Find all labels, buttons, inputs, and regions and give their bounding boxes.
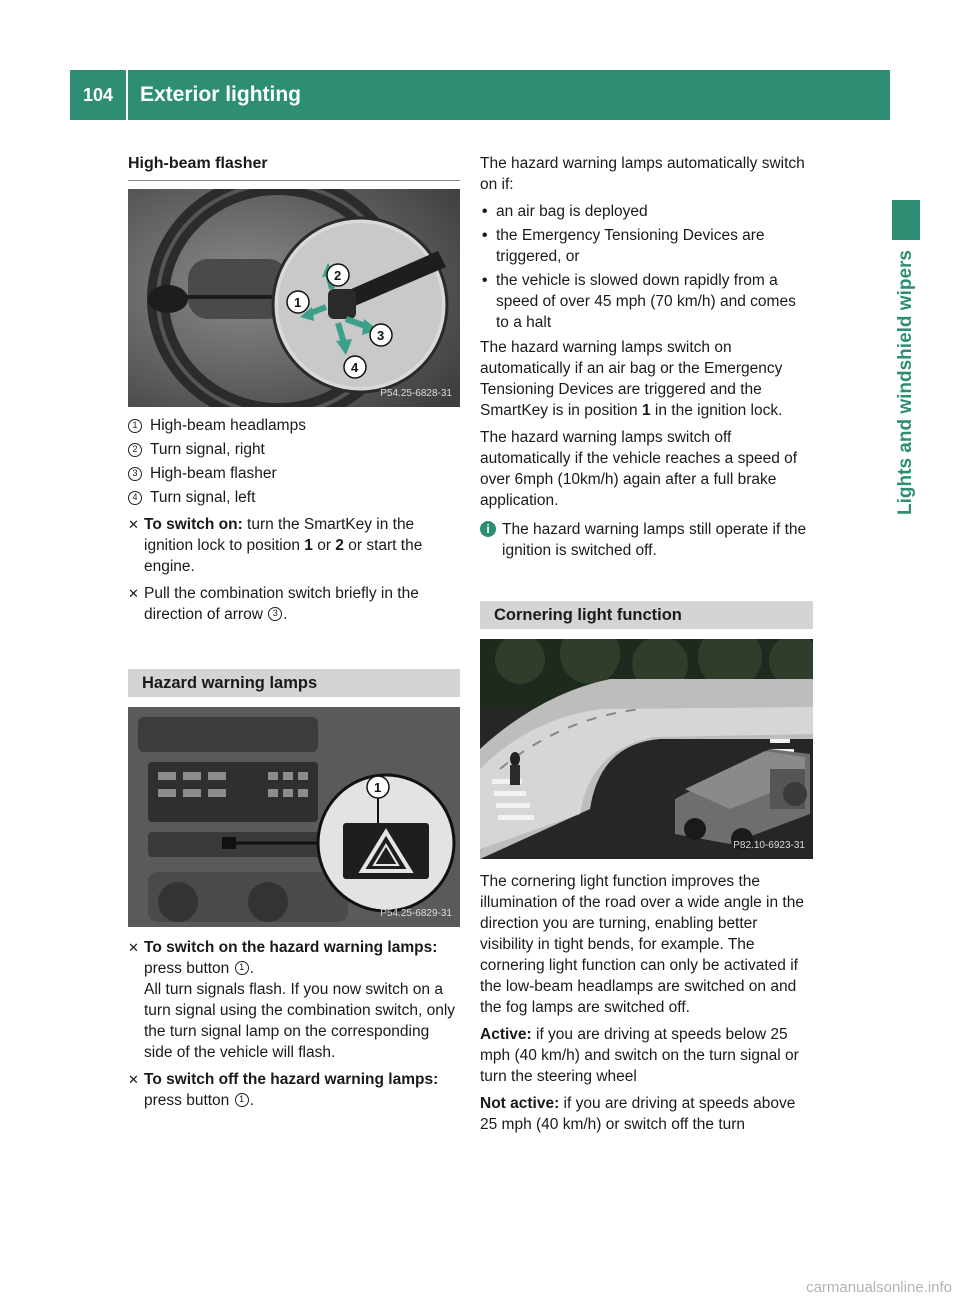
high-beam-heading: High-beam flasher [128, 153, 460, 181]
info-note [480, 519, 813, 561]
step-arrow-icon: ✕ [128, 940, 139, 955]
bullet-text: the Emergency Tensioning Devices are triggered, or [496, 227, 765, 265]
label-active: Active: [480, 1026, 532, 1043]
number-marker: 4 [128, 491, 142, 505]
left-column [128, 150, 460, 1117]
step-text: press button [144, 1092, 234, 1109]
step-text: Pull the combination switch briefly in the direction of arrow [144, 585, 419, 623]
bullet-item [482, 201, 813, 222]
number-marker: 1 [235, 961, 249, 975]
legend-item [128, 487, 460, 508]
position-value: 1 [641, 402, 651, 419]
bullet-text: an air bag is deployed [496, 203, 648, 220]
step-text: or [312, 537, 336, 554]
step-label: To switch on: [144, 516, 243, 533]
image-code: P54.25-6828-31 [380, 388, 452, 399]
high-beam-legend [128, 415, 460, 508]
high-beam-figure [128, 189, 460, 407]
position-value: 2 [335, 537, 344, 554]
svg-text:3: 3 [377, 328, 385, 343]
para-text: The hazard warning lamps switch on automatically if an air bag or the Emergency Tensioning Devices are triggered and the SmartKey is in position [480, 339, 783, 419]
step-hazard-off [128, 1069, 460, 1111]
legend-item [128, 415, 460, 436]
step-text: . [249, 960, 254, 977]
legend-text: Turn signal, left [150, 489, 256, 506]
paragraph: The cornering light function improves the illumination of the road over a wide angle in the direction you are turning, enabling better visibility in tight bends, for example. The cornering light function can only be activated if the low-beam headlamps are switched on and the fog lamps are switched off. [480, 873, 804, 1016]
legend-text: High-beam headlamps [150, 417, 306, 434]
bullet-item [482, 270, 813, 333]
svg-text:4: 4 [351, 360, 359, 375]
hazard-heading: Hazard warning lamps [128, 669, 460, 697]
paragraph [480, 1093, 813, 1135]
cornering-heading: Cornering light function [480, 601, 813, 629]
paragraph [480, 337, 813, 421]
page-number: 104 [70, 70, 128, 120]
step-text: . [283, 606, 288, 623]
cornering-illustration [480, 639, 813, 859]
high-beam-illustration [128, 189, 460, 407]
bullet-marker: • [482, 272, 488, 289]
step-text: turn the SmartKey in the ignition lock to position [144, 516, 415, 554]
para-text: in the ignition lock. [650, 402, 783, 419]
legend-item [128, 439, 460, 460]
bullet-text: the vehicle is slowed down rapidly from a speed of over 45 mph (70 km/h) and comes to a halt [496, 272, 796, 331]
label-not-active: Not active: [480, 1095, 560, 1112]
step-text: or start the engine. [144, 537, 423, 575]
info-icon: i [480, 521, 496, 537]
page-title: Exterior lighting [140, 83, 302, 106]
image-code: P54.25-6829-31 [380, 908, 452, 919]
right-column [480, 150, 813, 1141]
side-tab-marker [892, 200, 920, 240]
paragraph [480, 1024, 813, 1087]
step-text: press button [144, 960, 234, 977]
position-value: 1 [304, 537, 313, 554]
number-marker: 1 [128, 419, 142, 433]
number-marker: 2 [128, 443, 142, 457]
legend-item [128, 463, 460, 484]
step-switch-on [128, 514, 460, 577]
svg-text:1: 1 [294, 295, 302, 310]
legend-text: High-beam flasher [150, 465, 277, 482]
step-label: To switch on the hazard warning lamps: [144, 939, 438, 956]
number-marker: 3 [128, 467, 142, 481]
step-hazard-on [128, 937, 460, 1063]
step-arrow-icon: ✕ [128, 1072, 139, 1087]
step-pull-switch [128, 583, 460, 625]
number-marker: 1 [235, 1093, 249, 1107]
bullet-item [482, 225, 813, 267]
hazard-figure [128, 707, 460, 927]
step-arrow-icon: ✕ [128, 586, 139, 601]
bullet-marker: • [482, 227, 488, 244]
bullet-marker: • [482, 203, 488, 220]
hazard-illustration [128, 707, 460, 927]
step-text: . [249, 1092, 254, 1109]
step-arrow-icon: ✕ [128, 517, 139, 532]
paragraph: The hazard warning lamps switch off automatically if the vehicle reaches a speed of over 6mph (10km/h) again after a full brake application. [480, 429, 798, 509]
step-text: All turn signals flash. If you now switch on a turn signal using the combination switch, only the turn signal lamp on the corresponding side of the vehicle will flash. [144, 981, 456, 1061]
info-text: The hazard warning lamps still operate if the ignition is switched off. [502, 521, 807, 559]
number-marker: 3 [268, 607, 282, 621]
legend-text: Turn signal, right [150, 441, 265, 458]
svg-text:1: 1 [374, 780, 382, 795]
para-text: if you are driving at speeds above 25 mph (40 km/h) or switch off the turn [480, 1095, 796, 1133]
cornering-figure [480, 639, 813, 859]
step-label: To switch off the hazard warning lamps: [144, 1071, 439, 1088]
watermark: carmanualsonline.info [806, 1279, 952, 1296]
side-tab-label: Lights and windshield wipers [895, 250, 916, 515]
svg-text:2: 2 [334, 268, 342, 283]
side-tab [892, 250, 920, 750]
auto-on-intro: The hazard warning lamps automatically switch on if: [480, 155, 805, 193]
para-text: if you are driving at speeds below 25 mph (40 km/h) and switch on the turn signal or turn the steering wheel [480, 1026, 799, 1085]
image-code: P82.10-6923-31 [733, 840, 805, 851]
